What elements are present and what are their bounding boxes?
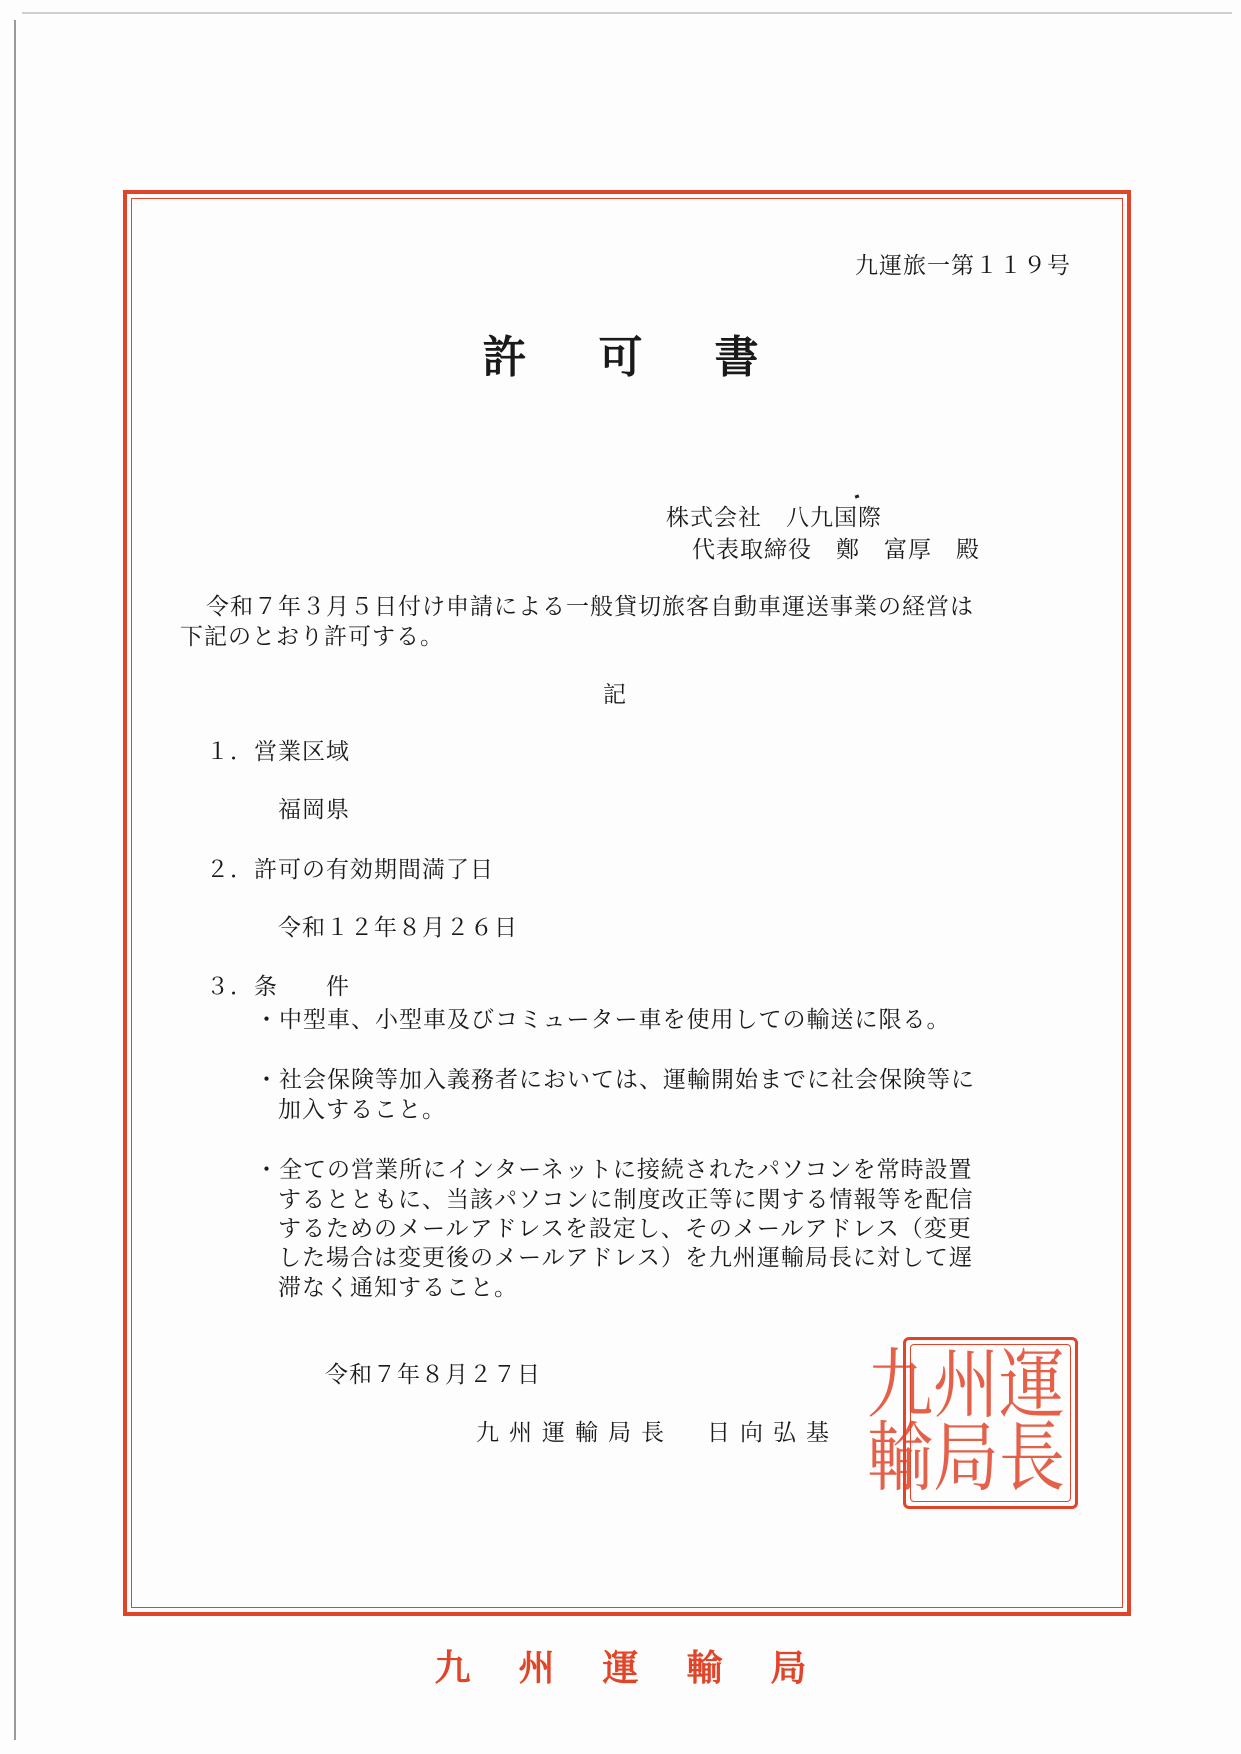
- seal-char: 長: [999, 1414, 1065, 1503]
- title-char: 書: [714, 332, 759, 383]
- condition-3-line: ・全ての営業所にインターネットに接続されたパソコンを常時設置: [255, 1157, 973, 1183]
- condition-3-line: するとともに、当該パソコンに制度改正等に関する情報等を配信: [278, 1187, 974, 1213]
- footer-char: 九: [434, 1647, 471, 1689]
- seal-char: 運: [999, 1341, 1065, 1430]
- item-2-value: 令和１２年８月２６日: [278, 915, 518, 941]
- scan-edge: [22, 12, 1232, 14]
- condition-2-line: 加入すること。: [278, 1097, 446, 1123]
- item-1-value: 福岡県: [278, 797, 350, 823]
- document-title: [0, 330, 1241, 386]
- body-text-line: 令和７年３月５日付け申請による一般貸切旅客自動車運送事業の経営は: [206, 594, 974, 620]
- footer-char: 局: [770, 1647, 807, 1689]
- item-3-label: ３．条 件: [206, 974, 350, 1000]
- addressee-representative: 代表取締役 鄭 富厚 殿: [692, 537, 980, 563]
- issuer-name: 九州運輸局長 日向弘基: [476, 1420, 839, 1446]
- condition-3-line: するためのメールアドレスを設定し、そのメールアドレス（変更: [278, 1216, 972, 1242]
- title-char: 許: [482, 332, 527, 383]
- item-1-label: １．営業区域: [206, 739, 350, 765]
- seal-char: 局: [933, 1414, 999, 1503]
- footer-issuer-bureau: [0, 1646, 1241, 1690]
- seal-char: 輸: [867, 1414, 933, 1503]
- item-2-label: ２．許可の有効期間満了日: [206, 857, 494, 883]
- scan-edge: [14, 20, 16, 1740]
- footer-char: 輸: [686, 1647, 723, 1689]
- footer-char: 運: [602, 1647, 639, 1689]
- footer-char: 州: [518, 1647, 555, 1689]
- seal-char: 九: [867, 1341, 933, 1430]
- seal-char: 州: [933, 1341, 999, 1430]
- condition-3-line: した場合は変更後のメールアドレス）を九州運輸局長に対して遅: [278, 1245, 973, 1271]
- document-number: 九運旅一第１１９号: [855, 253, 1071, 279]
- condition-2-line: ・社会保険等加入義務者においては、運輸開始までに社会保険等に: [255, 1067, 975, 1093]
- title-char: 可: [598, 332, 643, 383]
- addressee-company: 株式会社 八九国際: [666, 505, 882, 531]
- official-seal: [867, 1337, 1078, 1509]
- issue-date: 令和７年８月２７日: [325, 1362, 541, 1388]
- ki-heading: 記: [603, 682, 627, 708]
- condition-1: ・中型車、小型車及びコミューター車を使用しての輸送に限る。: [255, 1007, 951, 1033]
- condition-3-line: 滞なく通知すること。: [278, 1275, 518, 1301]
- body-text-line: 下記のとおり許可する。: [180, 624, 444, 650]
